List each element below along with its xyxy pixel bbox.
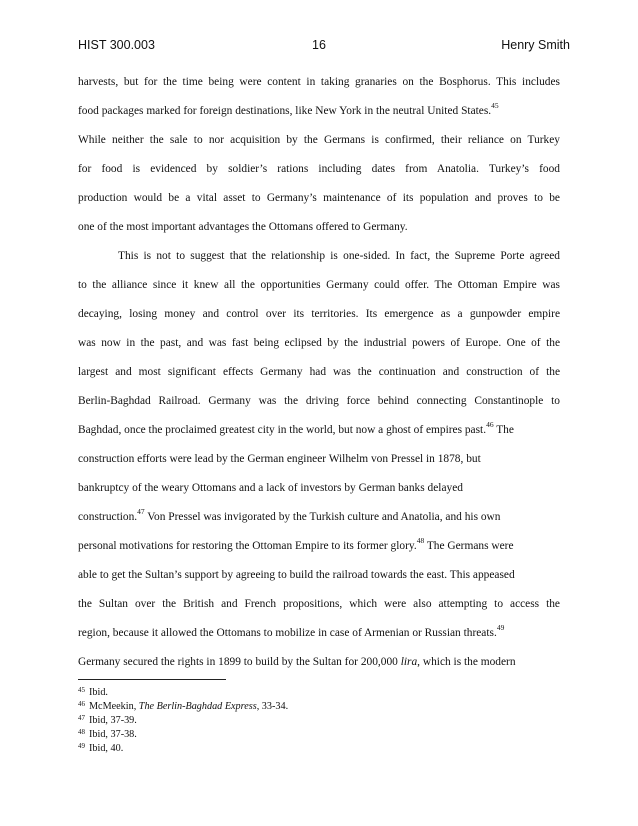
footnote: $^{45}$ Ibid. (78, 686, 108, 698)
text-line: one of the most important advantages the Ottomans offered to Germany. (78, 221, 408, 233)
footnote-ref: 45 (491, 100, 499, 110)
footnote-ref: 48 (416, 535, 425, 545)
text-line: construction efforts were lead by the German engineer Wilhelm von Pressel in 1878, but (78, 453, 481, 465)
author-name: Henry Smith (501, 38, 570, 52)
text-line: bankruptcy of the weary Ottomans and a lack of investors by German banks delayed (78, 482, 463, 494)
footnote-ref: 49 (496, 622, 505, 632)
footnote: $^{49}$ Ibid, 40. (78, 742, 124, 754)
text-line: Baghdad, once the proclaimed greatest city in the world, but now a ghost of empires past.$^{46}$ The (78, 419, 514, 436)
footnote: $^{48}$ Ibid, 37-38. (78, 728, 137, 740)
text-line: harvests, but for the time being were content in taking granaries on the Bosphorus. This includes (78, 76, 560, 88)
footnote-separator (78, 679, 226, 680)
text-line: able to get the Sultan’s support by agreeing to build the railroad towards the east. This appeased (78, 569, 515, 581)
text-line: was now in the past, and was fast being eclipsed by the industrial powers of Europe. One of the (78, 337, 560, 349)
text-line: personal motivations for restoring the Ottoman Empire to its former glory.$^{48}$ The Germans were (78, 535, 514, 552)
text-line: to the alliance since it knew all the opportunities Germany could offer. The Ottoman Empire was (78, 279, 560, 291)
text-line: food packages marked for foreign destinations, like New York in the neutral United States.$^{45}$ (78, 100, 499, 117)
text-line: This is not to suggest that the relationship is one-sided. In fact, the Supreme Porte agreed (118, 250, 560, 262)
footnote: $^{46}$ McMeekin, The Berlin-Baghdad Express, 33-34. (78, 700, 289, 712)
footnote-ref: 46 (486, 419, 494, 429)
text-line: largest and most significant effects Germany had was the continuation and construction of the (78, 366, 560, 378)
text-line: Berlin-Baghdad Railroad. Germany was the driving force behind connecting Constantinople to (78, 395, 560, 407)
footnote-ref: 47 (137, 506, 145, 516)
text-line: Germany secured the rights in 1899 to build by the Sultan for 200,000 lira, which is the modern (78, 656, 516, 668)
text-line: production would be a vital asset to Germany’s maintenance of its population and proves to be (78, 192, 560, 204)
text-line: the Sultan over the British and French propositions, which were also attempting to access the (78, 598, 560, 610)
italic-term: lira (400, 656, 418, 668)
text-line: region, because it allowed the Ottomans to mobilize in case of Armenian or Russian threats.$^{49}$ (78, 622, 505, 639)
page-number: 16 (312, 38, 326, 52)
text-line: decaying, losing money and control over its territories. Its emergence as a gunpowder empire (78, 308, 560, 320)
course-code: HIST 300.003 (78, 38, 155, 52)
footnote: $^{47}$ Ibid, 37-39. (78, 714, 137, 726)
text-line: for food is evidenced by soldier’s rations including dates from Anatolia. Turkey’s food (78, 163, 560, 175)
text-line: construction.$^{47}$ Von Pressel was invigorated by the Turkish culture and Anatolia, and his own (78, 506, 501, 523)
text-line: While neither the sale to nor acquisition by the Germans is confirmed, their reliance on Turkey (78, 134, 560, 146)
